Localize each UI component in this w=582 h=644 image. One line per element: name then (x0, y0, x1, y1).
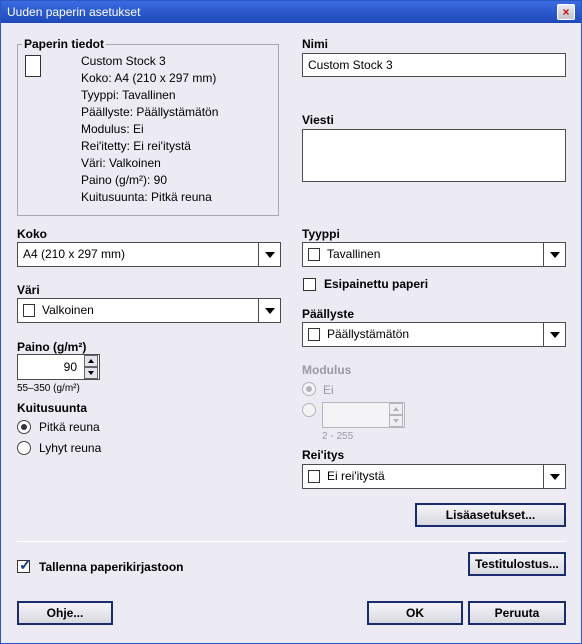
chevron-down-icon[interactable] (543, 465, 565, 488)
size-dropdown[interactable] (17, 242, 281, 267)
grain-short-label: Lyhyt reuna (39, 441, 102, 455)
spin-down-icon[interactable] (84, 367, 98, 379)
spin-up-icon[interactable] (84, 355, 98, 367)
coating-value: Päällystämätön (327, 327, 410, 341)
type-label: Tyyppi (302, 227, 340, 241)
info-line: Tyyppi: Tavallinen (81, 88, 176, 102)
cancel-button[interactable]: Peruuta (468, 601, 566, 625)
paper-sheet-icon (25, 55, 41, 77)
name-input[interactable]: Custom Stock 3 (302, 53, 566, 77)
chevron-down-icon[interactable] (543, 323, 565, 346)
close-icon: × (562, 5, 570, 19)
help-button[interactable]: Ohje... (17, 601, 113, 625)
checkmark-icon: ✓ (19, 557, 32, 574)
type-dropdown[interactable] (302, 242, 566, 267)
punching-label: Rei'itys (302, 448, 345, 462)
window-title: Uuden paperin asetukset (7, 5, 141, 19)
color-dropdown[interactable] (17, 298, 281, 323)
info-line: Paino (g/m²): 90 (81, 173, 168, 187)
size-label: Koko (17, 227, 47, 241)
preprinted-label: Esipainettu paperi (324, 277, 429, 291)
grain-long-radio[interactable] (17, 420, 31, 434)
preprinted-checkbox[interactable] (303, 278, 316, 291)
close-button[interactable] (557, 4, 575, 20)
modulus-no-label: Ei (323, 383, 334, 397)
spin-up-icon[interactable] (389, 403, 403, 415)
color-swatch-icon (23, 304, 35, 317)
coating-label: Päällyste (302, 307, 355, 321)
message-label: Viesti (302, 113, 334, 127)
spin-down-icon[interactable] (389, 415, 403, 427)
paper-info-label: Paperin tiedot (24, 37, 105, 51)
info-line: Päällyste: Päällystämätön (81, 105, 219, 119)
advanced-settings-button[interactable]: Lisäasetukset... (415, 503, 566, 527)
info-line: Custom Stock 3 (81, 54, 166, 68)
grain-long-label: Pitkä reuna (39, 420, 100, 434)
grain-short-radio[interactable] (17, 441, 31, 455)
save-library-checkbox[interactable] (17, 557, 32, 574)
weight-label: Paino (g/m²) (17, 340, 87, 354)
chevron-down-icon[interactable] (258, 243, 280, 266)
size-value: A4 (210 x 297 mm) (23, 247, 126, 261)
title-bar (1, 1, 581, 23)
info-line: Modulus: Ei (81, 122, 144, 136)
color-value: Valkoinen (42, 303, 94, 317)
chevron-down-icon[interactable] (258, 299, 280, 322)
ok-button[interactable]: OK (367, 601, 463, 625)
punching-value: Ei rei'itystä (327, 469, 385, 483)
chevron-down-icon[interactable] (543, 243, 565, 266)
info-line: Koko: A4 (210 x 297 mm) (81, 71, 217, 85)
test-print-button[interactable]: Testitulostus... (468, 552, 566, 576)
coating-swatch-icon (308, 328, 320, 341)
info-line: Kuitusuunta: Pitkä reuna (81, 190, 212, 204)
coating-dropdown[interactable] (302, 322, 566, 347)
info-line: Rei'itetty: Ei rei'itystä (81, 139, 191, 153)
name-label: Nimi (302, 37, 329, 51)
modulus-label: Modulus (302, 363, 352, 377)
weight-value[interactable]: 90 (63, 360, 77, 374)
type-value: Tavallinen (327, 247, 381, 261)
modulus-spinner[interactable] (322, 402, 405, 428)
modulus-no-radio[interactable] (302, 382, 316, 396)
paper-info-lines (81, 53, 276, 206)
type-swatch-icon (308, 248, 320, 261)
weight-range: 55–350 (g/m²) (17, 383, 80, 394)
info-line: Väri: Valkoinen (81, 156, 161, 170)
modulus-range: 2 - 255 (322, 431, 354, 442)
color-label: Väri (17, 283, 40, 297)
modulus-value-radio[interactable] (302, 403, 316, 417)
weight-spinner[interactable] (17, 354, 100, 380)
save-library-label: Tallenna paperikirjastoon (39, 560, 184, 574)
grain-label: Kuitusuunta (17, 401, 87, 415)
punching-swatch-icon (308, 470, 320, 483)
message-textarea[interactable] (302, 129, 566, 182)
punching-dropdown[interactable] (302, 464, 566, 489)
divider (17, 541, 566, 542)
